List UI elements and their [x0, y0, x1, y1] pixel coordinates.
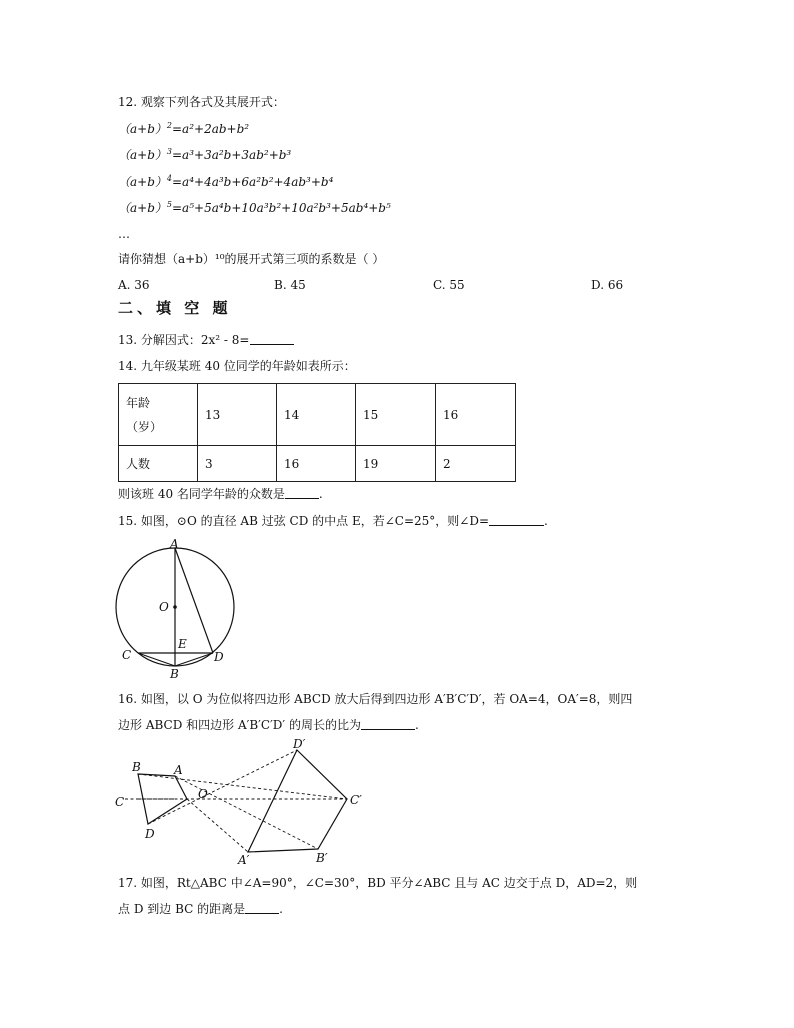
label-C: C [122, 648, 132, 662]
count-header-cell: 人数 [119, 446, 198, 482]
q16-line2: 边形 ABCD 和四边形 A′B′C′D′ 的周长的比为 . [118, 718, 419, 732]
q14-answer-blank [285, 487, 319, 499]
q12-option-d: D. 66 [591, 278, 624, 292]
label-D: D [214, 650, 224, 664]
circle-diagram [110, 536, 250, 681]
q12-expansion-4: $(a+b)^5=a^5+5a^4b+10a^3b^2+10a^2b^3+5ab^4+b^5$ [118, 200, 391, 215]
count-cell: 3 [198, 446, 277, 482]
q12-question: 请你猜想（a+b）¹⁰的展开式第三项的系数是（ ） [118, 252, 385, 266]
age-table [118, 383, 516, 482]
q16-answer-blank [361, 718, 415, 730]
label-D-small: D [145, 827, 155, 841]
label-A: A [170, 537, 179, 551]
q16-line1: 16. 如图，以 O 为位似将四边形 ABCD 放大后得到四边形 A′B′C′D′，若 OA=4，OA′=8，则四 [118, 692, 633, 706]
label-B-prime: B′ [316, 851, 328, 865]
q12-expansion-1: $(a+b)^2=a^2+2ab+b^2$ [118, 121, 250, 136]
age-cell: 13 [198, 384, 277, 446]
q12-stem: 12. 观察下列各式及其展开式： [118, 95, 285, 109]
q15-answer-blank [489, 514, 544, 526]
label-E: E [178, 637, 187, 651]
count-cell: 2 [436, 446, 516, 482]
q12-ellipsis: … [118, 227, 130, 241]
age-table-row-counts [119, 446, 516, 482]
q14-tail: 则该班 40 名同学年龄的众数是 . [118, 487, 323, 501]
label-B-small: B [132, 760, 141, 774]
q12-option-b: B. 45 [274, 278, 306, 292]
q12-expansion-3: $(a+b)^4=a^4+4a^3b+6a^2b^2+4ab^3+b^4$ [118, 174, 334, 189]
label-O: O [159, 600, 169, 614]
label-B: B [170, 667, 179, 681]
count-cell: 19 [356, 446, 436, 482]
q17-line1: 17. 如图，Rt△ABC 中∠A=90°，∠C=30°，BD 平分∠ABC 且与 AC 边交于点 D，AD=2，则 [118, 876, 638, 890]
q17-answer-blank [245, 902, 279, 914]
q13-text: 13. 分解因式：2x² - 8= [118, 332, 294, 348]
homothety-diagram [110, 736, 380, 868]
section-title: 二、填 空 题 [118, 299, 232, 317]
q15-text: 15. 如图，⊙O 的直径 AB 过弦 CD 的中点 E，若∠C=25°，则∠D= . [118, 514, 548, 528]
q12-option-a: A. 36 [118, 278, 150, 292]
label-A-prime: A′ [238, 853, 250, 867]
q12-option-c: C. 55 [433, 278, 465, 292]
age-cell: 14 [277, 384, 356, 446]
label-C-small: C [115, 795, 125, 809]
age-cell: 16 [436, 384, 516, 446]
count-cell: 16 [277, 446, 356, 482]
q12-expansion-2: $(a+b)^3=a^3+3a^2b+3ab^2+b^3$ [118, 147, 292, 162]
q13-answer-blank [250, 333, 294, 345]
label-A-small: A [174, 763, 183, 777]
age-header-cell: 年龄 （岁） [119, 384, 198, 446]
age-cell: 15 [356, 384, 436, 446]
label-C-prime: C′ [350, 793, 362, 807]
label-O-center: O [198, 787, 208, 801]
q14-stem: 14. 九年级某班 40 位同学的年龄如表所示： [118, 359, 356, 373]
label-D-prime: D′ [293, 737, 306, 751]
age-table-row-ages [119, 384, 516, 446]
q17-line2: 点 D 到边 BC 的距离是 . [118, 902, 283, 916]
